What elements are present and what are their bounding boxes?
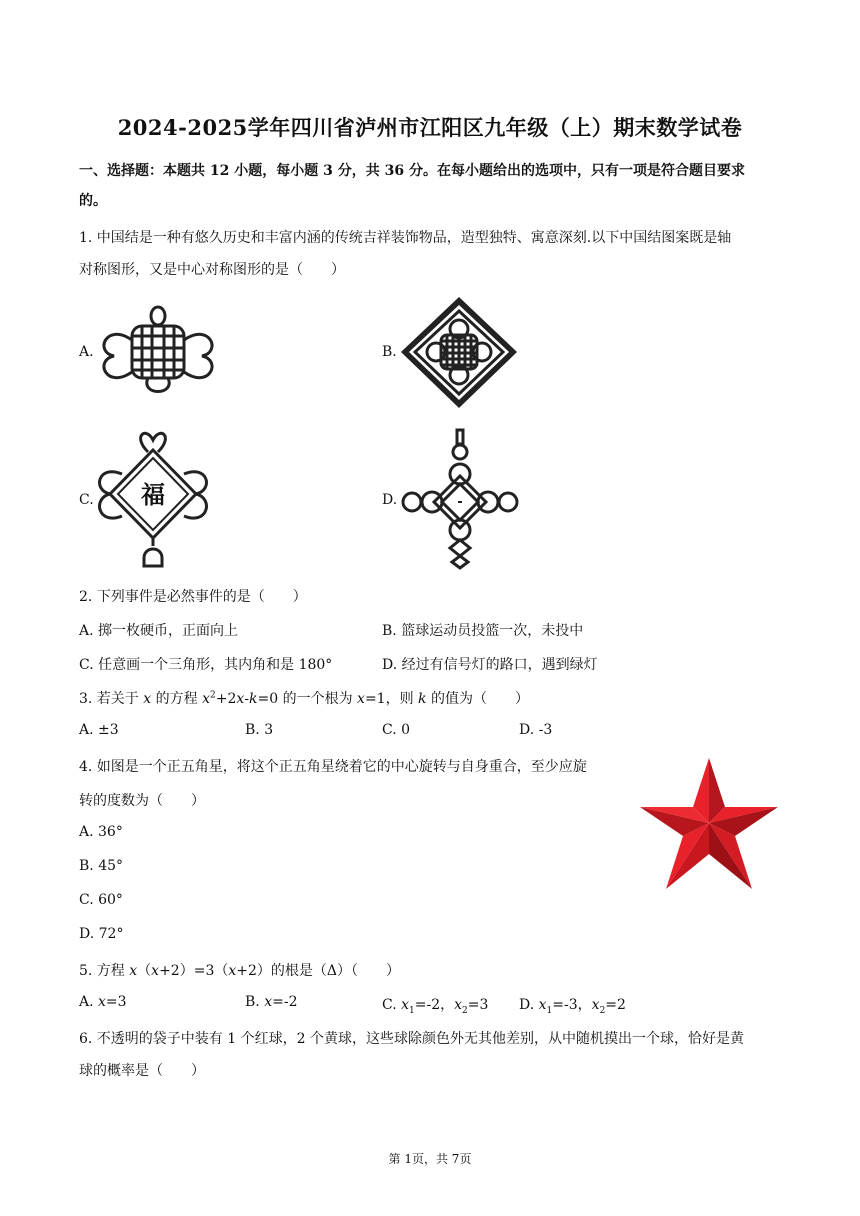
q3-option-d: D. -3 — [519, 722, 553, 738]
q5-option-c: C. $x_1=-2$，$x_2=3$ — [382, 997, 489, 1016]
q2-option-c: C. 任意画一个三角形，其内角和是 180° — [79, 657, 333, 673]
chinese-knot-b-figure — [399, 295, 519, 410]
fu-character: 福 — [141, 480, 165, 509]
q5-option-d: D. $x_1=-3$，$x_2=2$ — [519, 997, 626, 1016]
chinese-knot-a-figure — [96, 304, 222, 400]
q6-stem-line1: 6. 不透明的袋子中装有 1 个红球，2 个黄球，这些球除颜色外无其他差别，从中随机摸出一个球，恰好是黄 — [79, 1031, 744, 1047]
q5-option-a: A. x=3 — [79, 994, 127, 1010]
section-heading-line2: 的。 — [79, 193, 107, 209]
page-title: 2024-2025学年四川省泸州市江阳区九年级（上）期末数学试卷 — [117, 115, 743, 140]
q4-stem-line1: 4. 如图是一个正五角星，将这个正五角星绕着它的中心旋转与自身重合，至少应旋 — [79, 759, 587, 775]
q2-stem: 2. 下列事件是必然事件的是（ ） — [79, 589, 307, 605]
q1-stem-line1: 1. 中国结是一种有悠久历史和丰富内涵的传统吉祥装饰物品，造型独特、寓意深刻.以下中国结图案既是轴 — [79, 230, 732, 246]
q6-stem-line2: 球的概率是（ ） — [79, 1063, 205, 1079]
q3-option-b: B. 3 — [245, 722, 274, 738]
q3-option-c: C. 0 — [382, 722, 411, 738]
q4-stem-line2: 转的度数为（ ） — [79, 793, 205, 809]
q1-option-c-label: C. — [79, 492, 94, 508]
section-heading-line1: 一、选择题：本题共 12 小题，每小题 3 分，共 36 分。在每小题给出的选项中，只有一项是符合题目要求 — [79, 163, 745, 179]
chinese-knot-d-figure — [400, 428, 520, 570]
q1-option-d-label: D. — [382, 492, 398, 508]
q3-stem: 3. 若关于 x 的方程 $x^2+2x-k=0$ 的一个根为 x=1，则 k 的值为（ ） — [79, 690, 529, 707]
q4-option-a: A. 36° — [79, 824, 123, 840]
q2-option-a: A. 掷一枚硬币，正面向上 — [79, 623, 239, 639]
q2-option-d: D. 经过有信号灯的路口，遇到绿灯 — [382, 657, 598, 673]
page-footer: 第 1页，共 7页 — [388, 1152, 472, 1166]
q1-stem-line2: 对称图形，又是中心对称图形的是（ ） — [79, 262, 345, 278]
q5-stem: 5. 方程 x（x+2）=3（x+2）的根是（Δ）（ ） — [79, 963, 401, 979]
q1-option-a-label: A. — [79, 344, 94, 360]
q4-option-d: D. 72° — [79, 926, 124, 942]
chinese-knot-c-figure — [92, 428, 214, 568]
q4-option-b: B. 45° — [79, 858, 124, 874]
q3-option-a: A. ±3 — [79, 722, 119, 738]
q4-option-c: C. 60° — [79, 892, 123, 908]
q2-option-b: B. 篮球运动员投篮一次，未投中 — [382, 623, 584, 639]
q1-option-b-label: B. — [382, 344, 397, 360]
red-star-figure — [638, 756, 780, 892]
q5-option-b: B. x=-2 — [245, 994, 298, 1010]
